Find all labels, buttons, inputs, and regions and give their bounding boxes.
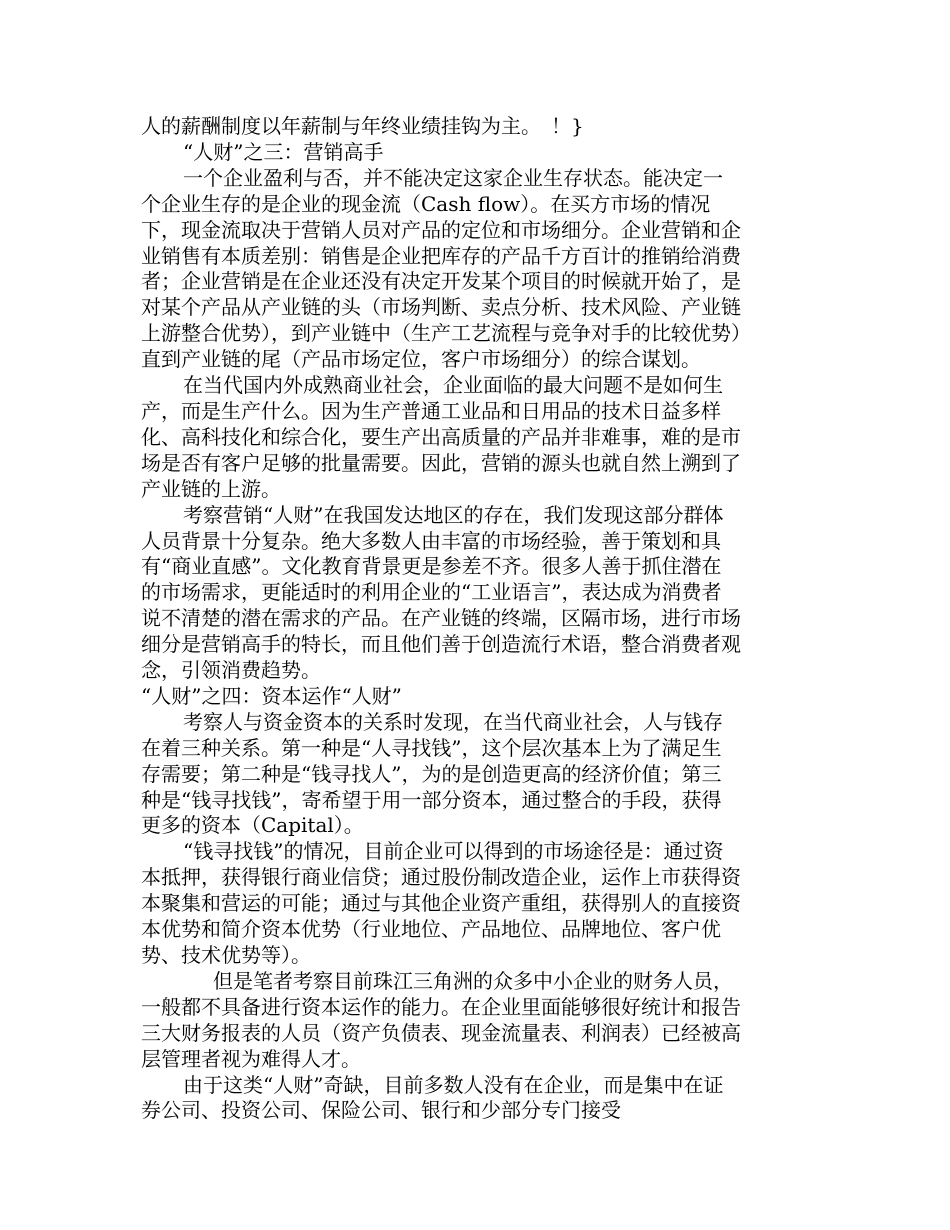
paragraph-4: 在当代国内外成熟商业社会，企业面临的最大问题不是如何生产，而是生产什么。因为生产普通工业品和日用品的技术日益多样化、高科技化和综合化，要生产出高质量的产品并非难事，难的是市场是否有客户足够的批量需要。因此，营销的源头也就自然上溯到了产业链的上游。	[141, 373, 741, 501]
paragraph-10: 由于这类“人财”奇缺，目前多数人没有在企业，而是集中在证券公司、投资公司、保险公司、银行和少部分专门接受	[141, 1072, 724, 1123]
paragraph-3: 一个企业盈利与否，并不能决定这家企业生存状态。能决定一个企业生存的是企业的现金流（Cash flow）。在买方市场的情况下，现金流取决于营销人员对产品的定位和市场细分。企业营销和企业销售有本质差别：销售是企业把库存的产品千方百计的推销给消费者；企业营销是在企业还没有决定开发某个项目的时候就开始了，是对某个产品从产业链的头（市场判断、卖点分析、技术风险、产业链上游整合优势），到产业链中（生产工艺流程与竞争对手的比较优势）直到产业链的尾（产品市场定位，客户市场细分）的综合谋划。	[141, 165, 741, 372]
section-heading-3: “人财”之三：营销高手	[183, 139, 384, 164]
paragraph-7: 考察人与资金资本的关系时发现，在当代商业社会，人与钱存在着三种关系。第一种是“人寻找钱”，这个层次基本上为了满足生存需要；第二种是“钱寻找人”，为的是创造更高的经济价值；第三种是“钱寻找钱”，寄希望于用一部分资本，通过整合的手段，获得更多的资本（Capital）。	[141, 709, 723, 838]
section-heading-4: “人财”之四：资本运作“人财”	[141, 683, 402, 708]
paragraph-9: 但是笔者考察目前珠江三角洲的众多中小企业的财务人员，一般都不具备进行资本运作的能力。在企业里面能够很好统计和报告三大财务报表的人员（资产负债表、现金流量表、利润表）已经被高层管理者视为难得人才。	[141, 968, 741, 1071]
body-text	[141, 114, 741, 1124]
paragraph-5: 考察营销“人财”在我国发达地区的存在，我们发现这部分群体人员背景十分复杂。绝大多数人由丰富的市场经验，善于策划和具有“商业直感”。文化教育背景更是参差不齐。很多人善于抓住潜在的市场需求，更能适时的利用企业的“工业语言”，表达成为消费者说不清楚的潜在需求的产品。在产业链的终端，区隔市场，进行市场细分是营销高手的特长，而且他们善于创造流行术语，整合消费者观念，引领消费趋势。	[141, 502, 741, 683]
paragraph-1: 人的薪酬制度以年薪制与年终业绩挂钩为主。 ！}	[141, 114, 584, 138]
paragraph-8: “钱寻找钱”的情况，目前企业可以得到的市场途径是：通过资本抵押，获得银行商业信贷；通过股份制改造企业，运作上市获得资本聚集和营运的可能；通过与其他企业资产重组，获得别人的直接资本优势和简介资本优势（行业地位、产品地位、品牌地位、客户优势、技术优势等）。	[141, 839, 741, 967]
